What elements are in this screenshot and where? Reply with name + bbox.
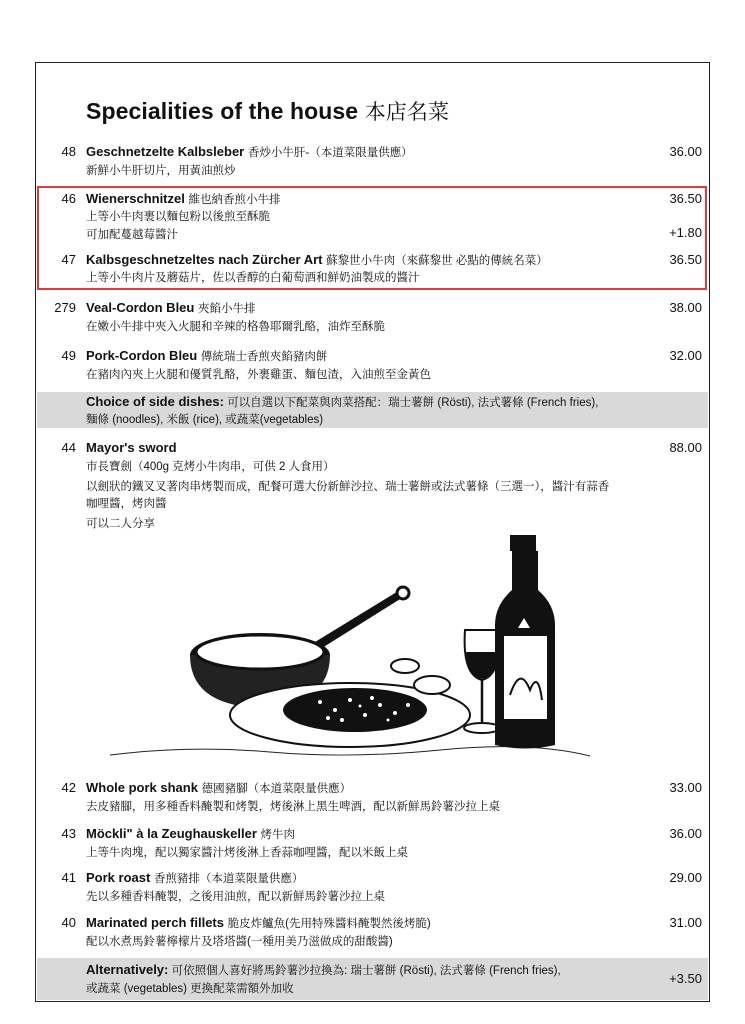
item-description: 新鮮小牛肝切片，用黃油煎炒 <box>86 165 236 177</box>
side-dishes-band <box>37 392 708 428</box>
item-name-en: Wienerschnitzel <box>86 191 185 206</box>
item-extra-price: +1.80 <box>669 225 702 240</box>
alternatively-text-2: 或蔬菜 (vegetables) 更換配菜需額外加收 <box>86 983 294 995</box>
side-dishes-text-1: 可以自選以下配菜與肉菜搭配：瑞士薯餅 (Rösti), 法式薯條 (French fries), <box>227 397 599 409</box>
item-name-zh: 夾餡小牛排 <box>197 303 256 315</box>
item-name-en: Pork roast <box>86 870 151 885</box>
item-price: 88.00 <box>669 440 702 455</box>
item-name-en: Kalbsgeschnetzeltes nach Zürcher Art <box>86 252 323 267</box>
item-number: 48 <box>61 144 76 159</box>
item-name <box>86 252 548 268</box>
item-name <box>86 826 295 842</box>
item-name <box>86 915 431 931</box>
item-name-zh: 香煎豬排（本道菜限量供應） <box>153 873 304 885</box>
item-name <box>86 191 280 207</box>
item-name-en: Pork-Cordon Bleu <box>86 348 198 363</box>
item-description: 上等小牛肉裹以麵包粉以後煎至酥脆 <box>86 211 270 223</box>
item-name <box>86 300 255 316</box>
item-name-zh: 德國豬腳（本道菜限量供應） <box>201 783 352 795</box>
item-name-zh: 脆皮炸鱸魚(先用特殊醬料醃製然後烤脆) <box>227 918 431 930</box>
item-price: 29.00 <box>669 870 702 885</box>
item-name-en: Marinated perch fillets <box>86 915 224 930</box>
item-price: 33.00 <box>669 780 702 795</box>
side-dishes-line-1 <box>86 394 598 410</box>
item-name <box>86 780 351 796</box>
item-name <box>86 440 177 455</box>
item-number: 49 <box>61 348 76 363</box>
food-wine-illustration <box>110 530 610 770</box>
item-name-zh: 維也納香煎小牛排 <box>188 194 281 206</box>
item-name-zh: 傳統瑞士香煎夾餡豬肉餅 <box>200 351 328 363</box>
item-number: 46 <box>61 191 76 206</box>
alternatively-band <box>37 958 708 1000</box>
item-price: 36.50 <box>669 252 702 267</box>
item-description: 上等小牛肉片及蘑菇片，佐以香醇的白葡萄酒和鮮奶油製成的醬汁 <box>86 272 420 284</box>
alternatively-text-1: 可依照個人喜好將馬鈴薯沙拉換為: 瑞士薯餅 (Rösti), 法式薯條 (French fries), <box>171 965 561 977</box>
item-description: 以劍狀的鐵叉叉著肉串烤製而成，配餐可選大份新鮮沙拉、瑞士薯餅或法式薯條（三選一），醬汁有蒜香 <box>86 481 610 493</box>
title-zh: 本店名菜 <box>364 101 450 124</box>
item-number: 47 <box>61 252 76 267</box>
item-description: 上等牛肉塊，配以獨家醬汁烤後淋上香蒜咖哩醬，配以米飯上桌 <box>86 847 408 859</box>
item-number: 44 <box>61 440 76 455</box>
item-name <box>86 870 303 886</box>
alternatively-label: Alternatively: <box>86 962 169 977</box>
alternatively-line-1 <box>86 962 561 978</box>
item-description: 先以多種香料醃製，之後用油煎，配以新鮮馬鈴薯沙拉上桌 <box>86 891 385 903</box>
item-price: 32.00 <box>669 348 702 363</box>
item-price: 36.00 <box>669 144 702 159</box>
item-description: 去皮豬腳，用多種香料醃製和烤製，烤後淋上黑生啤酒，配以新鮮馬鈴薯沙拉上桌 <box>86 801 500 813</box>
item-number: 42 <box>61 780 76 795</box>
item-description: 在豬肉內夾上火腿和優質乳酪，外裹雞蛋、麵包渣，入油煎至金黃色 <box>86 369 431 381</box>
item-number: 279 <box>54 300 76 315</box>
item-description: 市長寶劍（400g 克烤小牛肉串，可供 2 人食用） <box>86 461 335 473</box>
item-description: 配以水煮馬鈴薯檸檬片及塔塔醬(一種用美乃滋做成的甜酸醬) <box>86 936 393 948</box>
alternatively-price: +3.50 <box>669 971 702 986</box>
item-description: 在嫩小牛排中夾入火腿和辛辣的格魯耶爾乳酪，油炸至酥脆 <box>86 321 385 333</box>
item-description: 可以二人分享 <box>86 518 155 530</box>
item-description: 咖哩醬，烤肉醬 <box>86 498 167 510</box>
item-price: 31.00 <box>669 915 702 930</box>
item-price: 38.00 <box>669 300 702 315</box>
item-description: 可加配蔓越莓醬汁 <box>86 229 178 241</box>
item-name-en: Möckli" à la Zeughauskeller <box>86 826 257 841</box>
item-number: 40 <box>61 915 76 930</box>
item-price: 36.00 <box>669 826 702 841</box>
item-number: 43 <box>61 826 76 841</box>
item-price: 36.50 <box>669 191 702 206</box>
side-dishes-text-2: 麵條 (noodles), 米飯 (rice), 或蔬菜(vegetables) <box>86 414 324 426</box>
item-name-en: Mayor's sword <box>86 440 177 455</box>
item-name-zh: 香炒小牛肝-（本道菜限量供應） <box>247 147 413 159</box>
item-name <box>86 348 327 364</box>
item-number: 41 <box>61 870 76 885</box>
item-name-zh: 蘇黎世小牛肉（來蘇黎世 必點的傳統名菜） <box>326 255 548 267</box>
page-title <box>86 96 449 126</box>
item-name-en: Veal-Cordon Bleu <box>86 300 195 315</box>
item-name <box>86 144 413 160</box>
title-en: Specialities of the house <box>86 98 359 124</box>
item-name-en: Whole pork shank <box>86 780 198 795</box>
item-name-en: Geschnetzelte Kalbsleber <box>86 144 245 159</box>
side-dishes-label: Choice of side dishes: <box>86 394 224 409</box>
item-name-zh: 烤牛肉 <box>260 829 296 841</box>
